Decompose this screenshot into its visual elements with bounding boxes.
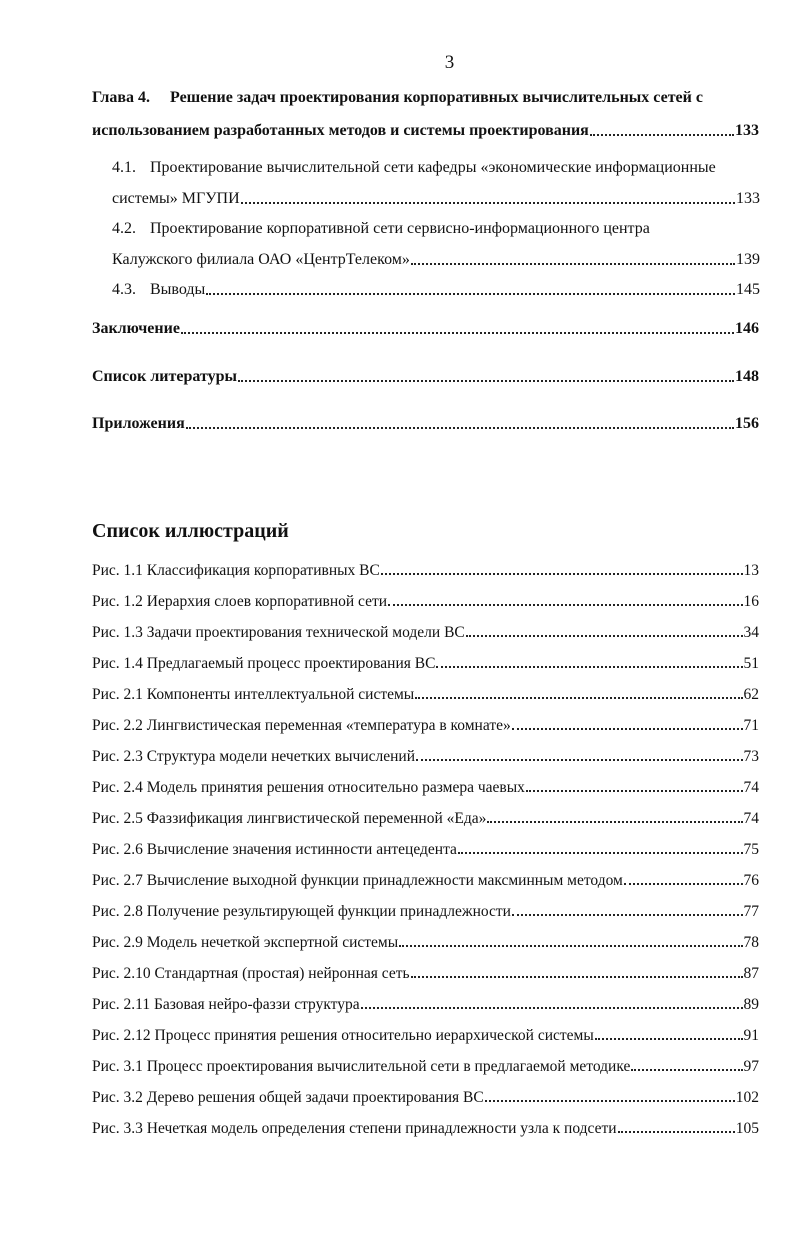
illustration-title: Рис. 2.3 Структура модели нечетких вычислений [92, 748, 416, 765]
illustration-item [92, 804, 759, 828]
page-ref: 74 [743, 810, 759, 827]
leader-dots [631, 1069, 742, 1071]
illustration-item [92, 990, 759, 1014]
page-ref: 34 [743, 624, 759, 641]
toc-chapter-4-line2 [92, 115, 759, 141]
page-ref: 71 [743, 717, 759, 734]
page-ref: 145 [736, 281, 760, 298]
illustration-title: Рис. 2.9 Модель нечеткой экспертной системы [92, 934, 399, 951]
page-number: 3 [444, 52, 455, 73]
illustration-title: Рис. 1.3 Задачи проектирования технической модели ВС [92, 624, 465, 641]
page-ref: 97 [743, 1058, 759, 1075]
illustration-title: Рис. 1.2 Иерархия слоев корпоративной сети [92, 593, 388, 610]
section-title-line1: Проектирование корпоративной сети сервисно-информационного центра [150, 220, 650, 237]
illustration-title: Рис. 3.2 Дерево решения общей задачи проектирования ВС [92, 1089, 484, 1106]
page-ref: 105 [735, 1120, 759, 1137]
section-title-line1: Проектирование вычислительной сети кафедры «экономические информационные [150, 159, 716, 176]
leader-dots [181, 332, 734, 334]
leader-dots [466, 635, 743, 637]
toc-references [92, 361, 759, 387]
page-ref: 87 [743, 965, 759, 982]
illustration-title: Рис. 2.4 Модель принятия решения относительно размера чаевых [92, 779, 525, 796]
leader-dots [487, 821, 742, 823]
page-ref: 102 [735, 1089, 759, 1106]
leader-dots [458, 852, 743, 854]
toc-section-4-3 [112, 274, 760, 300]
illustration-item [92, 1021, 759, 1045]
leader-dots [595, 1038, 743, 1040]
section-title-line2: системы» МГУПИ [112, 190, 240, 207]
section-title-line2: Калужского филиала ОАО «ЦентрТелеком» [112, 251, 410, 268]
chapter-number: Глава 4. [92, 89, 150, 106]
chapter-title-line2: использованием разработанных методов и системы проектирования [92, 122, 589, 139]
page-ref: 89 [743, 996, 759, 1013]
illustration-title: Рис. 2.6 Вычисление значения истинности антецедента [92, 841, 457, 858]
page-ref: 13 [743, 562, 759, 579]
illustration-item [92, 556, 759, 580]
page-ref: 74 [743, 779, 759, 796]
toc-section-4-2-line2 [112, 244, 760, 270]
page-ref: 76 [743, 872, 759, 889]
leader-dots [381, 573, 743, 575]
illustration-title: Рис. 1.4 Предлагаемый процесс проектирования ВС [92, 655, 436, 672]
page-ref: 75 [743, 841, 759, 858]
illustration-title: Рис. 3.1 Процесс проектирования вычислительной сети в предлагаемой методике [92, 1058, 631, 1075]
leader-dots [206, 293, 735, 295]
illustrations-heading: Список иллюстраций [92, 520, 289, 542]
page-ref: 156 [735, 415, 759, 432]
illustration-item [92, 680, 759, 704]
section-title: Выводы [150, 281, 206, 298]
page-ref: 51 [743, 655, 759, 672]
illustration-title: Рис. 2.2 Лингвистическая переменная «температура в комнате» [92, 717, 511, 734]
page-ref: 133 [735, 122, 759, 139]
illustration-title: Рис. 2.5 Фаззификация лингвистической переменной «Еда» [92, 810, 487, 827]
leader-dots [388, 604, 742, 606]
illustration-title: Рис. 2.12 Процесс принятия решения относительно иерархической системы [92, 1027, 594, 1044]
section-number: 4.3. [112, 281, 136, 298]
leader-dots [624, 883, 743, 885]
illustration-title: Рис. 2.11 Базовая нейро-фаззи структура [92, 996, 360, 1013]
leader-dots [411, 263, 735, 265]
illustration-title: Рис. 2.8 Получение результирующей функции принадлежности [92, 903, 511, 920]
leader-dots [361, 1007, 743, 1009]
leader-dots [238, 380, 734, 382]
page-ref: 139 [736, 251, 760, 268]
illustration-item [92, 928, 759, 952]
illustration-title: Рис. 1.1 Классификация корпоративных ВС [92, 562, 380, 579]
chapter-title-line1: Решение задач проектирования корпоративных вычислительных сетей с [170, 89, 703, 106]
leader-dots [186, 427, 734, 429]
illustration-title: Рис. 2.10 Стандартная (простая) нейронная сеть [92, 965, 410, 982]
page-ref: 78 [743, 934, 759, 951]
page-ref: 146 [735, 320, 759, 337]
toc-section-4-1-line2 [112, 183, 760, 209]
illustration-item [92, 649, 759, 673]
section-number: 4.1. [112, 159, 136, 176]
leader-dots [241, 202, 735, 204]
illustration-item [92, 959, 759, 983]
page-ref: 148 [735, 368, 759, 385]
illustration-item [92, 773, 759, 797]
page-ref: 16 [743, 593, 759, 610]
toc-conclusion [92, 313, 759, 339]
toc-section-4-2-line1 [112, 213, 760, 239]
illustration-item [92, 866, 759, 890]
page-ref: 73 [743, 748, 759, 765]
leader-dots [526, 790, 743, 792]
leader-dots [512, 914, 743, 916]
appendices-title: Приложения [92, 415, 185, 432]
illustration-title: Рис. 2.7 Вычисление выходной функции принадлежности максминным методом [92, 872, 623, 889]
illustration-item [92, 587, 759, 611]
page-ref: 133 [736, 190, 760, 207]
leader-dots [416, 759, 742, 761]
leader-dots [411, 976, 743, 978]
illustration-item [92, 1083, 759, 1107]
illustration-item [92, 1052, 759, 1076]
page-ref: 77 [743, 903, 759, 920]
section-number: 4.2. [112, 220, 136, 237]
conclusion-title: Заключение [92, 320, 180, 337]
leader-dots [590, 134, 734, 136]
page-ref: 62 [743, 686, 759, 703]
leader-dots [415, 697, 742, 699]
illustration-item [92, 1114, 759, 1138]
illustration-item [92, 711, 759, 735]
illustration-item [92, 835, 759, 859]
illustration-title: Рис. 2.1 Компоненты интеллектуальной системы [92, 686, 415, 703]
leader-dots [485, 1100, 735, 1102]
illustration-title: Рис. 3.3 Нечеткая модель определения степени принадлежности узла к подсети [92, 1120, 617, 1137]
toc-section-4-1-line1 [112, 152, 760, 178]
illustration-item [92, 618, 759, 642]
references-title: Список литературы [92, 368, 237, 385]
illustration-item [92, 742, 759, 766]
leader-dots [436, 666, 742, 668]
toc-chapter-4-line1 [92, 82, 759, 108]
toc-appendices [92, 408, 759, 434]
leader-dots [618, 1131, 735, 1133]
illustration-item [92, 897, 759, 921]
leader-dots [512, 728, 743, 730]
leader-dots [399, 945, 742, 947]
page-ref: 91 [743, 1027, 759, 1044]
